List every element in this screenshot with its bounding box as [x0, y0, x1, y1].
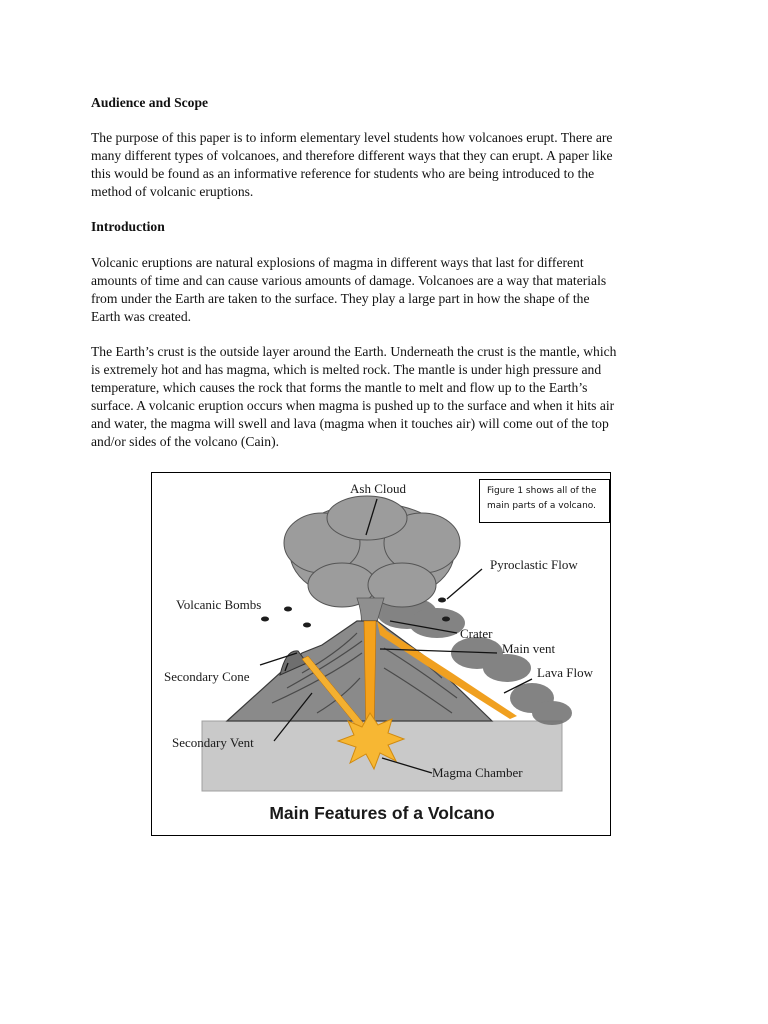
label-crater: Crater [460, 626, 493, 641]
text-line: The purpose of this paper is to inform elementary level students how volcanoes erupt. There are [91, 130, 613, 145]
label-pyroclastic-flow: Pyroclastic Flow [490, 557, 578, 572]
text-line: from under the Earth are taken to the surface. They play a large part in how the shape of the [91, 291, 590, 306]
text-line: and water, the magma will swell and lava (magma when it touches air) will come out of the top [91, 416, 609, 431]
ash-cloud-shape [284, 496, 460, 607]
text-line: The Earth’s crust is the outside layer around the Earth. Underneath the crust is the mantle, which [91, 344, 617, 359]
label-volcanic-bombs: Volcanic Bombs [176, 597, 262, 612]
volcano-figure [151, 472, 611, 836]
label-magma-chamber: Magma Chamber [432, 765, 523, 780]
caption-line: Figure 1 shows all of the [487, 486, 597, 496]
text-line: Volcanic eruptions are natural explosions of magma in different ways that last for different [91, 255, 584, 270]
label-secondary-vent: Secondary Vent [172, 735, 254, 750]
figure-title: Main Features of a Volcano [269, 803, 495, 823]
paragraph-introduction-2 [91, 343, 691, 451]
caption-line: main parts of a volcano. [487, 501, 596, 511]
text-line: amounts of time and can cause various amounts of damage. Volcanoes are a way that materials [91, 273, 607, 288]
heading-audience-scope: Audience and Scope [91, 95, 209, 110]
label-ash-cloud: Ash Cloud [350, 481, 406, 496]
heading-introduction: Introduction [91, 219, 165, 234]
text-line: and/or sides of the volcano (Cain). [91, 434, 279, 449]
text-line: Earth was created. [91, 309, 192, 324]
text-line: surface. A volcanic eruption occurs when magma is pushed up to the surface and when it hits air [91, 398, 615, 413]
label-lava-flow: Lava Flow [537, 665, 593, 680]
text-line: is extremely hot and has magma, which is melted rock. The mantle is under high pressure and [91, 362, 602, 377]
paragraph-introduction-1 [91, 254, 691, 326]
volcano-cone [227, 621, 492, 721]
text-line: temperature, which causes the rock that forms the mantle to melt and flow up to the Earth’s [91, 380, 588, 395]
text-line: many different types of volcanoes, and therefore different ways that they can erupt. A paper like [91, 148, 613, 163]
text-line: method of volcanic eruptions. [91, 184, 254, 199]
figure-caption-box [479, 479, 610, 523]
paragraph-audience-scope [91, 129, 691, 201]
label-secondary-cone: Secondary Cone [164, 669, 250, 684]
label-main-vent: Main vent [502, 641, 556, 656]
text-line: this would be found as an informative reference for students who are being introduced to the [91, 166, 595, 181]
